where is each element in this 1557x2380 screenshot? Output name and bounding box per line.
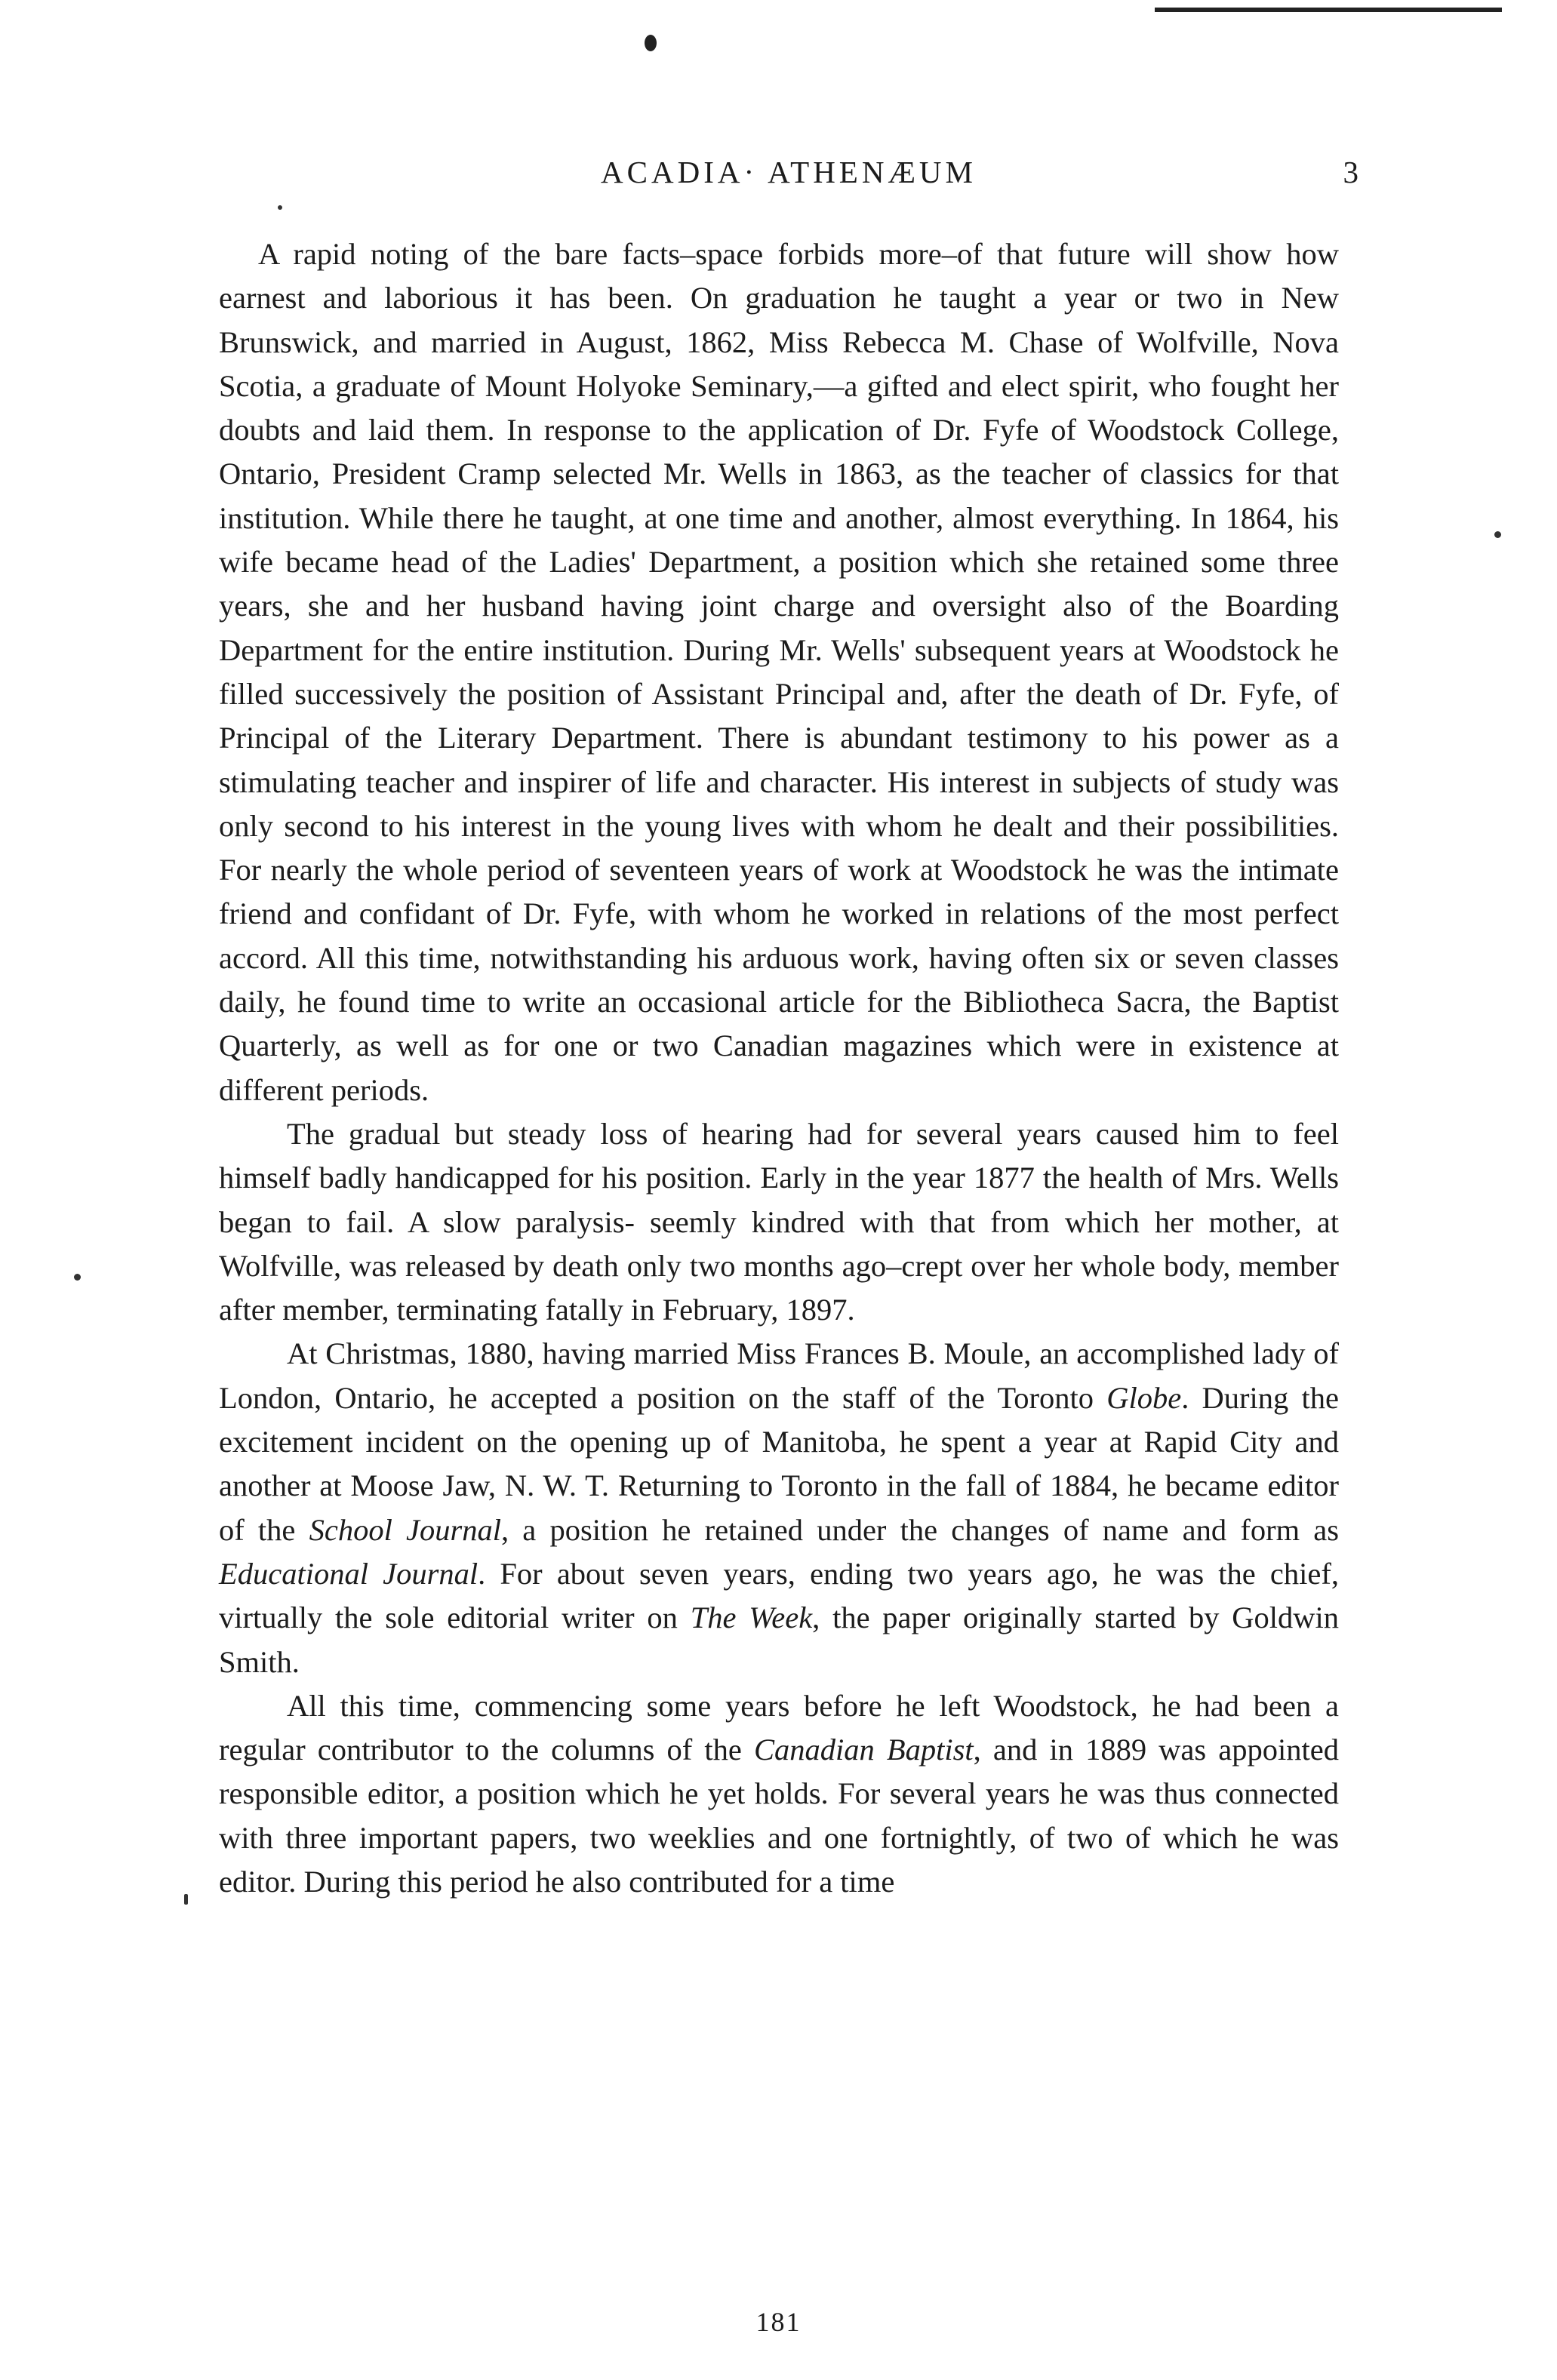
journal-title: School Journal — [309, 1512, 501, 1547]
text-run: . During the excitement incident on the opening up of Manitoba, he spent a year at Rapid City and another at Moose Jaw, N. W. T. Returning to Toronto in the fall of 1884, he became editor of the — [219, 1380, 1339, 1547]
newspaper-title: Canadian Baptist — [753, 1733, 974, 1767]
stray-mark — [278, 205, 282, 210]
top-edge-rule — [1155, 8, 1502, 12]
paragraph — [219, 1332, 1339, 1684]
paragraph: The gradual but steady loss of hearing had for several years caused him to feel himself badly handicapped for his position. Early in the year 1877 the health of Mrs. Wells began to fail. A slow paralysis- seemly kindred with that from which her mother, at Wolfville, was released by death only two months ago–crept over her whole body, member after member, terminating fatally in February, 1897. — [219, 1116, 1339, 1327]
text-run: , the paper originally started by Goldwin Smith. — [219, 1601, 1339, 1679]
text-run: At Christmas, 1880, having married Miss Frances B. Moule, an accomplished lady of London, Ontario, he accepted a position on the staff of the Toronto — [219, 1336, 1339, 1415]
text-run: , a position he retained under the changes of name and form as — [501, 1512, 1339, 1547]
paragraph — [219, 1684, 1339, 1904]
folio-number: 181 — [755, 2307, 802, 2337]
page-number: 3 — [1343, 155, 1359, 189]
text-run: , and in 1889 was appointed responsible editor, a position which he yet holds. For several years he was thus connected with three important papers, two weeklies and one fortnightly, of two of which he was editor. During this period he also contributed for a time — [219, 1733, 1340, 1899]
ink-spot — [645, 35, 657, 51]
newspaper-title: The Week — [690, 1601, 813, 1635]
stray-mark — [1494, 531, 1501, 538]
text-run: All this time, commencing some years before he left Woodstock, he had been a regular contributor to the columns of the — [219, 1688, 1339, 1767]
running-title: ACADIA· ATHENÆUM — [601, 155, 977, 189]
page-header — [219, 149, 1359, 195]
stray-mark — [74, 1274, 81, 1281]
journal-title: Educational Journal — [219, 1556, 478, 1591]
paragraph: A rapid noting of the bare facts–space forbids more–of that future will show how earnest and laborious it has been. On graduation he taught a year or two in New Brunswick, and married in August, 1862, Miss Rebecca M. Chase of Wolfville, Nova Scotia, a graduate of Mount Holyoke Seminary,—a gifted and elect spirit, who fought her doubts and laid them. In response to the application of Dr. Fyfe of Woodstock College, Ontario, President Cramp selected Mr. Wells in 1863, as the teacher of classics for that institution. While there he taught, at one time and another, almost everything. In 1864, his wife became head of the Ladies' Department, a position which she retained some three years, she and her husband having joint charge and oversight also of the Boarding Department for the entire institution. During Mr. Wells' subsequent years at Woodstock he filled successively the position of Assistant Principal and, after the death of Dr. Fyfe, of Principal of the Literary Department. There is abundant testimony to his power as a stimulating teacher and inspirer of life and character. His interest in subjects of study was only second to his interest in the young lives with whom he dealt and their possibilities. For nearly the whole period of seventeen years of work at Woodstock he was the intimate friend and confidant of Dr. Fyfe, with whom he worked in relations of the most perfect accord. All this time, notwithstanding his arduous work, having often six or seven classes daily, he found time to write an occasional article for the Bibliotheca Sacra, the Baptist Quarterly, as well as for one or two Canadian magazines which were in existence at different periods. — [219, 237, 1339, 1107]
text-run: . For about seven years, ending two years ago, he was the chief, virtually the sole editorial writer on — [219, 1556, 1339, 1635]
newspaper-title: Globe — [1106, 1380, 1182, 1415]
stray-mark — [184, 1894, 188, 1905]
article-body — [219, 232, 1339, 1904]
